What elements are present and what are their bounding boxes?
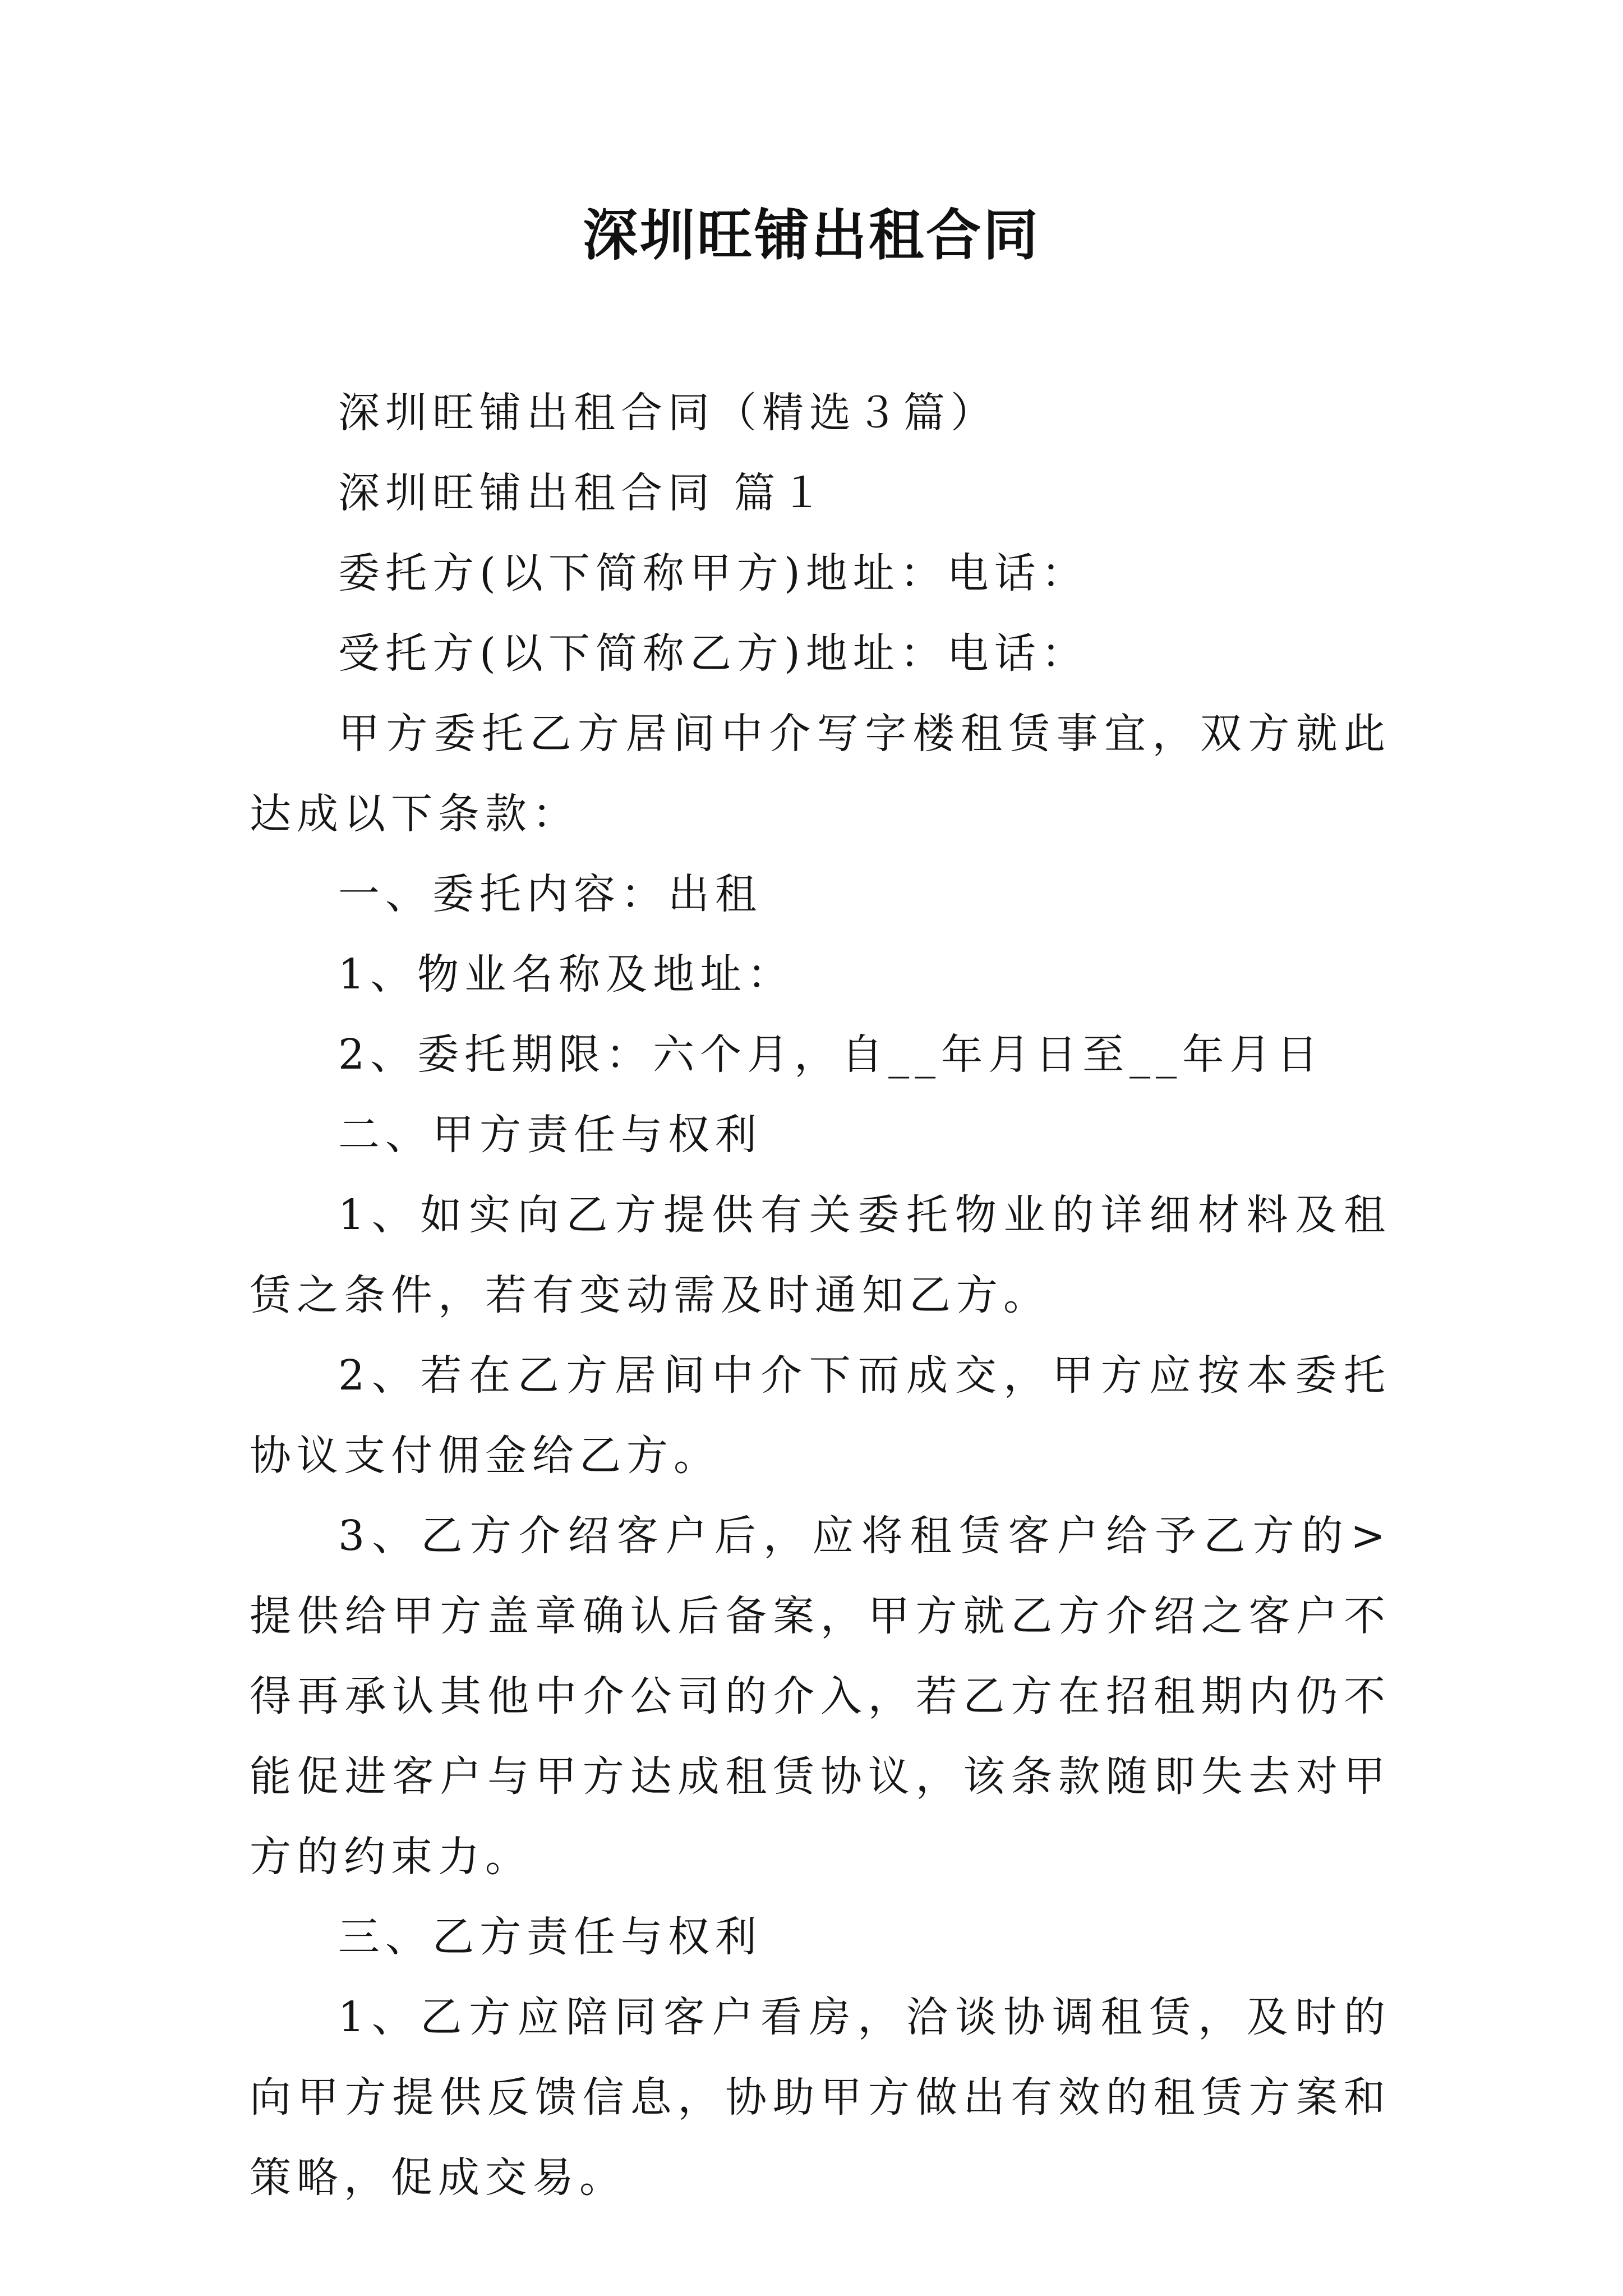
paragraph-clause-1-1: 1、物业名称及地址： [338,950,795,999]
paragraph-intro: 甲方委托乙方居间中介写字楼租赁事宜，双方就此达成以下条款： [250,710,1391,838]
document-title: 深圳旺铺出租合同 [582,204,1040,268]
paragraph-clause-2-2: 2、若在乙方居间中介下而成交，甲方应按本委托协议支付佣金给乙方。 [250,1351,1391,1480]
paragraph-clause-2-3: 3、乙方介绍客户后，应将租赁客户给予乙方的>提供给甲方盖章确认后备案，甲方就乙方介绍之客户不得再承认其他中介公司的介入，若乙方在招租期内仍不能促进客户与甲方达成租赁协议，该条款随即失去对甲方的约束力。 [250,1512,1391,1881]
paragraph-section-heading: 深圳旺铺出租合同 篇１ [338,469,828,517]
paragraph-party-a: 委托方(以下简称甲方)地址：电话： [338,549,1089,597]
paragraph-clause-1-2: 2、委托期限：六个月，自__年月日至__年月日 [338,1030,1324,1079]
paragraph-clause-3-heading: 三、乙方责任与权利 [338,1913,762,1961]
paragraph-clause-2-1: 1、如实向乙方提供有关委托物业的详细材料及租赁之条件，若有变动需及时通知乙方。 [250,1191,1391,1319]
paragraph-clause-2-heading: 二、甲方责任与权利 [338,1111,762,1159]
document-body [250,373,1391,2218]
paragraph-clause-3-1: 1、乙方应陪同客户看房，洽谈协调租赁，及时的向甲方提供反馈信息，协助甲方做出有效的租赁方案和策略，促成交易。 [250,1993,1391,2202]
paragraph-clause-1-heading: 一、委托内容：出租 [338,870,762,918]
paragraph-party-b: 受托方(以下简称乙方)地址：电话： [338,629,1089,678]
paragraph-subtitle: 深圳旺铺出租合同（精选３篇） [338,389,998,437]
